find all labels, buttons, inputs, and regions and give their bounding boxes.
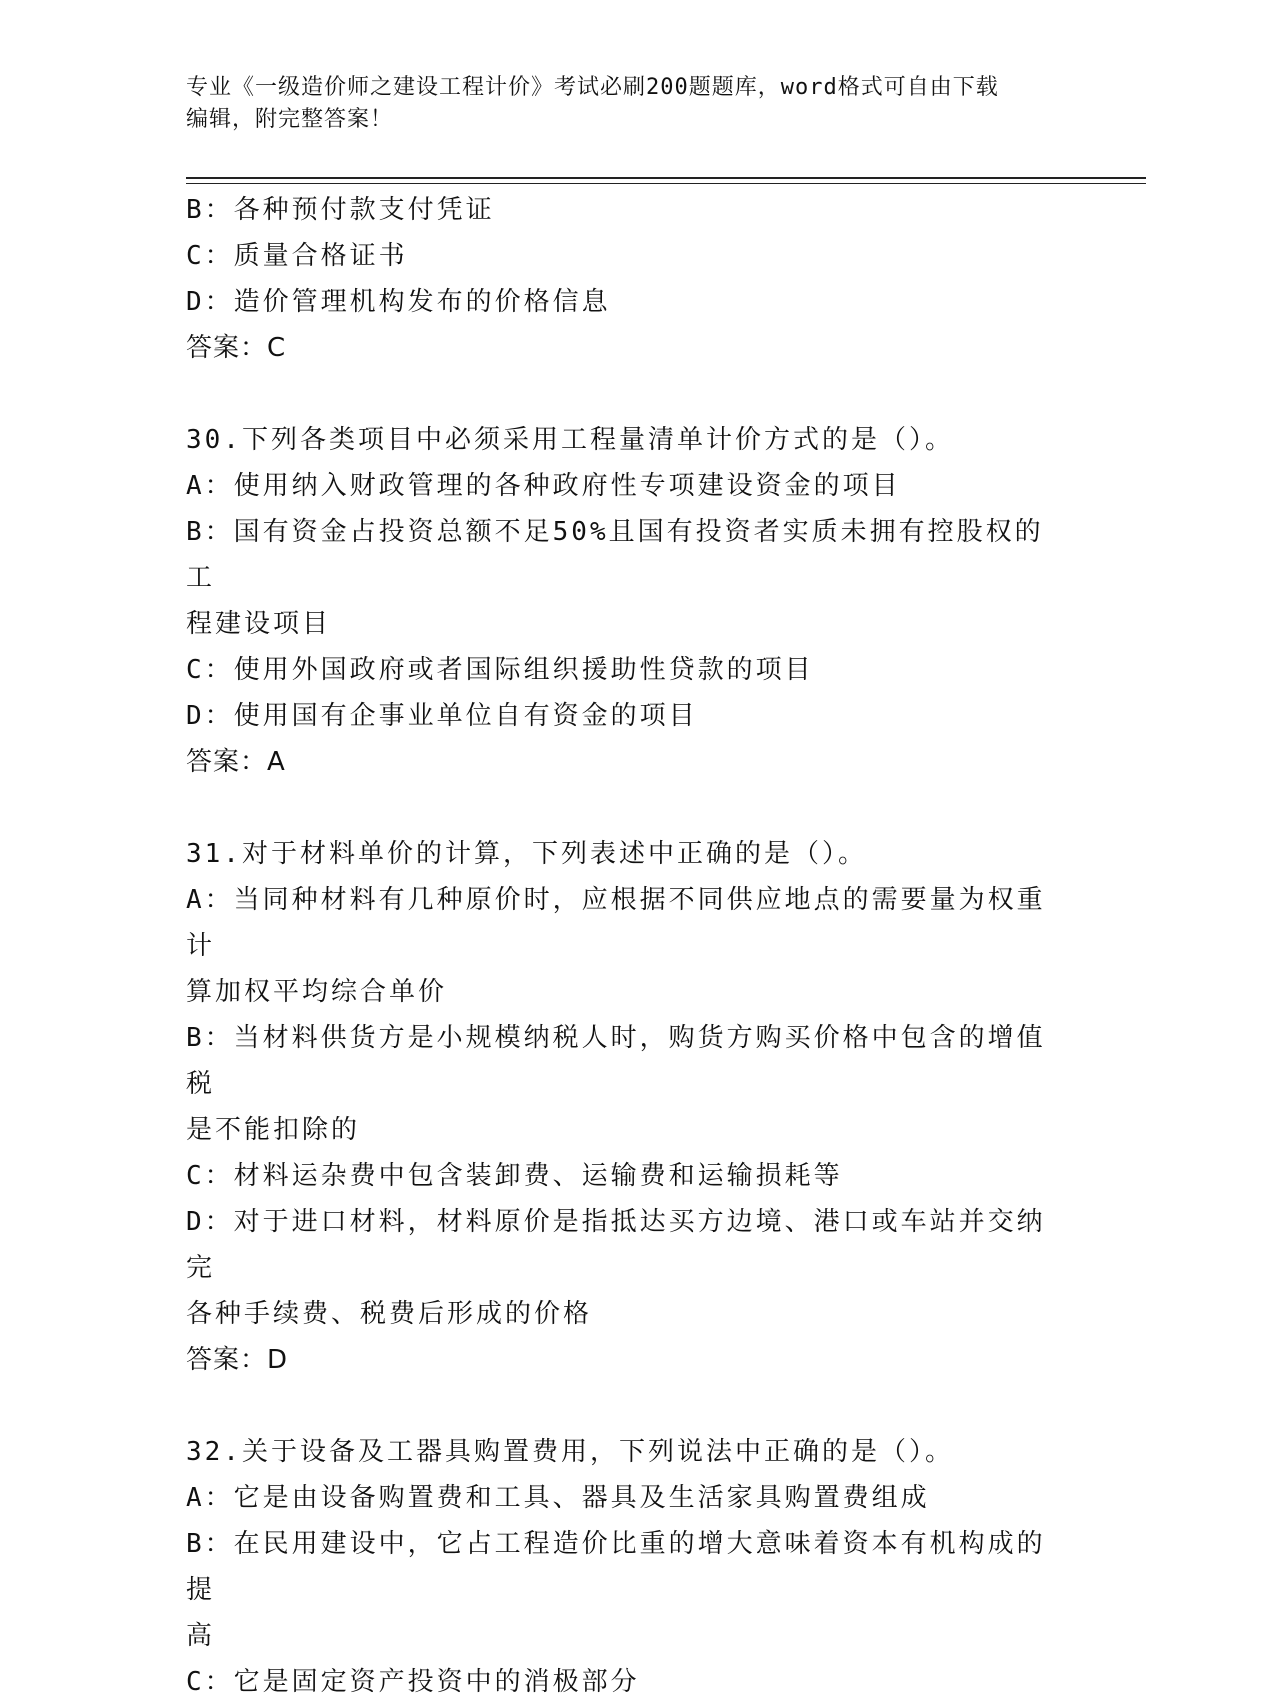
option-line: A：它是由设备购置费和工具、器具及生活家具购置费组成 [186,1483,930,1513]
question-stem: 32.关于设备及工器具购置费用，下列说法中正确的是（）。 [186,1437,954,1467]
option-line: C：使用外国政府或者国际组织援助性贷款的项目 [186,655,814,685]
option-line: 算加权平均综合单价 [186,977,448,1007]
answer-line: 答案：C [186,333,287,363]
option-line: B：当材料供货方是小规模纳税人时，购货方购买价格中包含的增值税 [186,1023,1046,1099]
option-line: 高 [186,1621,216,1651]
answer-line: 答案：A [186,747,286,777]
question-stem: 31.对于材料单价的计算，下列表述中正确的是（）。 [186,839,867,869]
header-line-1: 专业《一级造价师之建设工程计价》考试必刷200题题库，word格式可自由下载 [186,75,999,100]
option-line: C：材料运杂费中包含装卸费、运输费和运输损耗等 [186,1161,843,1191]
option-line: B：各种预付款支付凭证 [186,195,495,225]
option-line: A：当同种材料有几种原价时，应根据不同供应地点的需要量为权重计 [186,885,1046,961]
option-line: 程建设项目 [186,609,332,639]
option-line: 各种手续费、税费后形成的价格 [186,1299,593,1329]
question-content [186,187,1066,1705]
option-line: D：使用国有企事业单位自有资金的项目 [186,701,698,731]
option-line: D：对于进口材料，材料原价是指抵达买方边境、港口或车站并交纳完 [186,1207,1046,1283]
document-header [186,72,1066,136]
question-stem: 30.下列各类项目中必须采用工程量清单计价方式的是（）。 [186,425,954,455]
option-line: A：使用纳入财政管理的各种政府性专项建设资金的项目 [186,471,901,501]
option-line: C：质量合格证书 [186,241,408,271]
option-line: C：它是固定资产投资中的消极部分 [186,1667,640,1697]
option-line: 是不能扣除的 [186,1115,361,1145]
answer-line: 答案：D [186,1345,289,1375]
header-line-2: 编辑，附完整答案！ [186,107,394,132]
header-rule-thin [186,183,1146,184]
option-line: B：国有资金占投资总额不足50%且国有投资者实质未拥有控股权的工 [186,517,1044,593]
option-line: D：造价管理机构发布的价格信息 [186,287,611,317]
header-rule-thick [186,177,1146,179]
option-line: B：在民用建设中，它占工程造价比重的增大意味着资本有机构成的提 [186,1529,1046,1605]
